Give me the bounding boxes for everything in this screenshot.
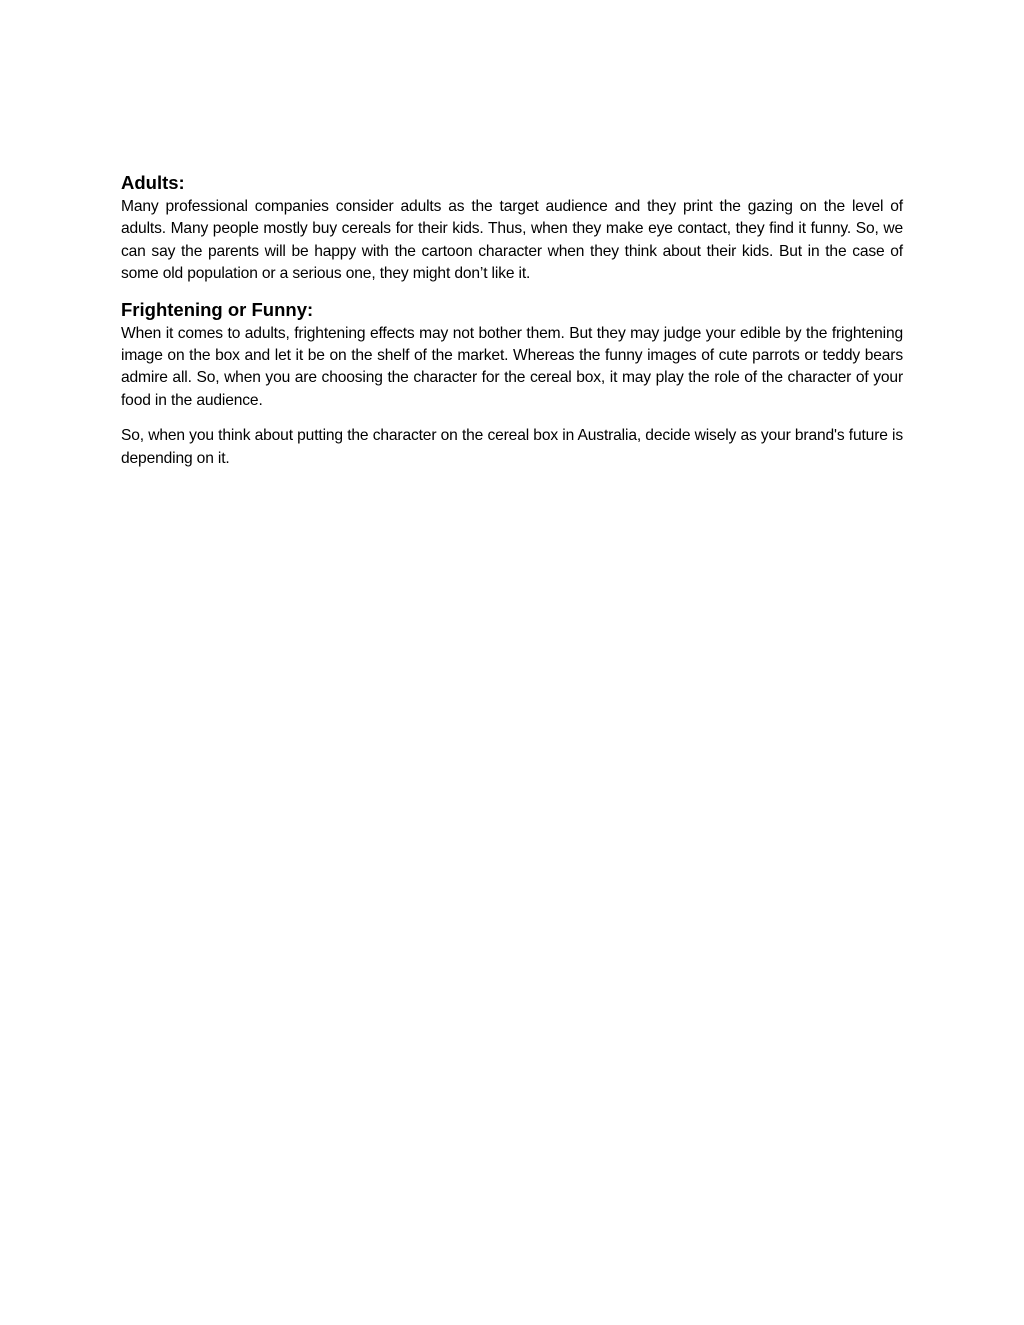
closing-paragraph: So, when you think about putting the character on the cereal box in Australia, decide wisely as your brand's future is depending on it. [121,427,903,467]
spacer [121,412,903,425]
section-heading-frightening-or-funny: Frightening or Funny: [121,298,314,320]
section-body-adults: Many professional companies consider adults as the target audience and they print the gazing on the level of adults. Many people mostly buy cereals for their kids. Thus, when they make eye contact, they find it funny. So, we can say the parents will be happy with the cartoon character when they think about their kids. But in the case of some old population or a serious one, they might don’t like it. [121,198,903,283]
document-page [121,170,903,470]
spacer [121,286,903,297]
section-body-frightening-or-funny: When it comes to adults, frightening effects may not bother them. But they may judge your edible by the frightening image on the box and let it be on the shelf of the market. Whereas the funny images of cute parrots or teddy bears admire all. So, when you are choosing the character for the cereal box, it may play the role of the character of your food in the audience. [121,324,903,409]
section-heading-adults: Adults: [121,172,185,193]
